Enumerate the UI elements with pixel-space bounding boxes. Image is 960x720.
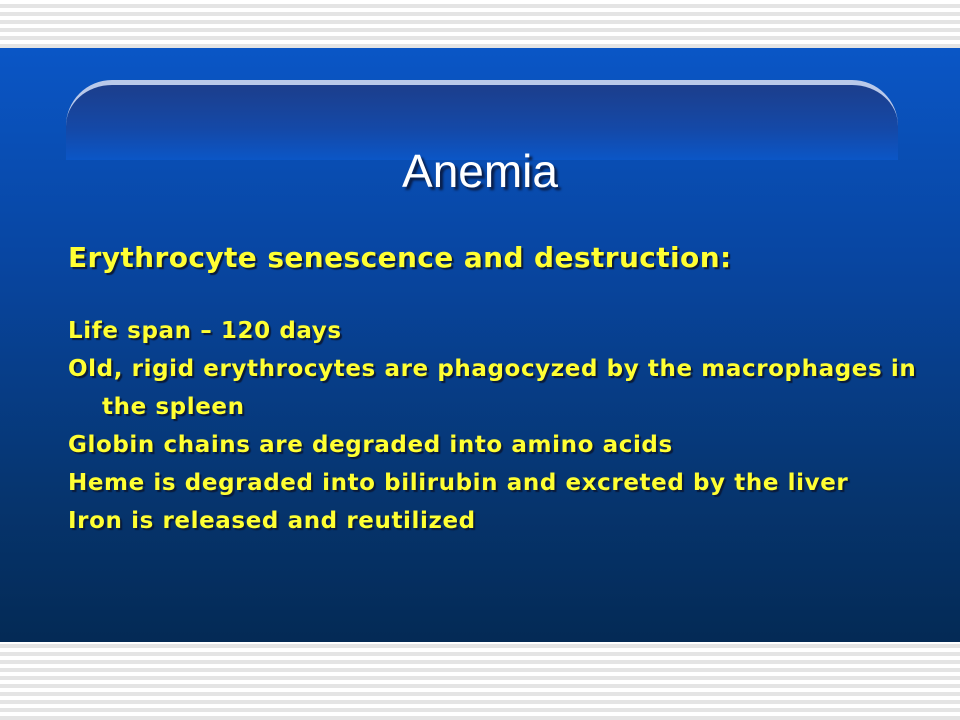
list-item: Old, rigid erythrocytes are phagocyzed by the macrophages in the spleen <box>68 356 917 420</box>
list-item: Heme is degraded into bilirubin and excreted by the liver <box>68 470 849 496</box>
slide-panel <box>0 48 960 642</box>
list-item: Iron is released and reutilized <box>68 508 476 534</box>
slide-content <box>68 240 928 540</box>
list-item: Life span – 120 days <box>68 318 342 344</box>
slide-subheading: Erythrocyte senescence and destruction: <box>68 241 732 274</box>
list-item: Globin chains are degraded into amino acids <box>68 432 673 458</box>
slide-title: Anemia <box>402 145 558 197</box>
bullet-list <box>68 312 928 540</box>
